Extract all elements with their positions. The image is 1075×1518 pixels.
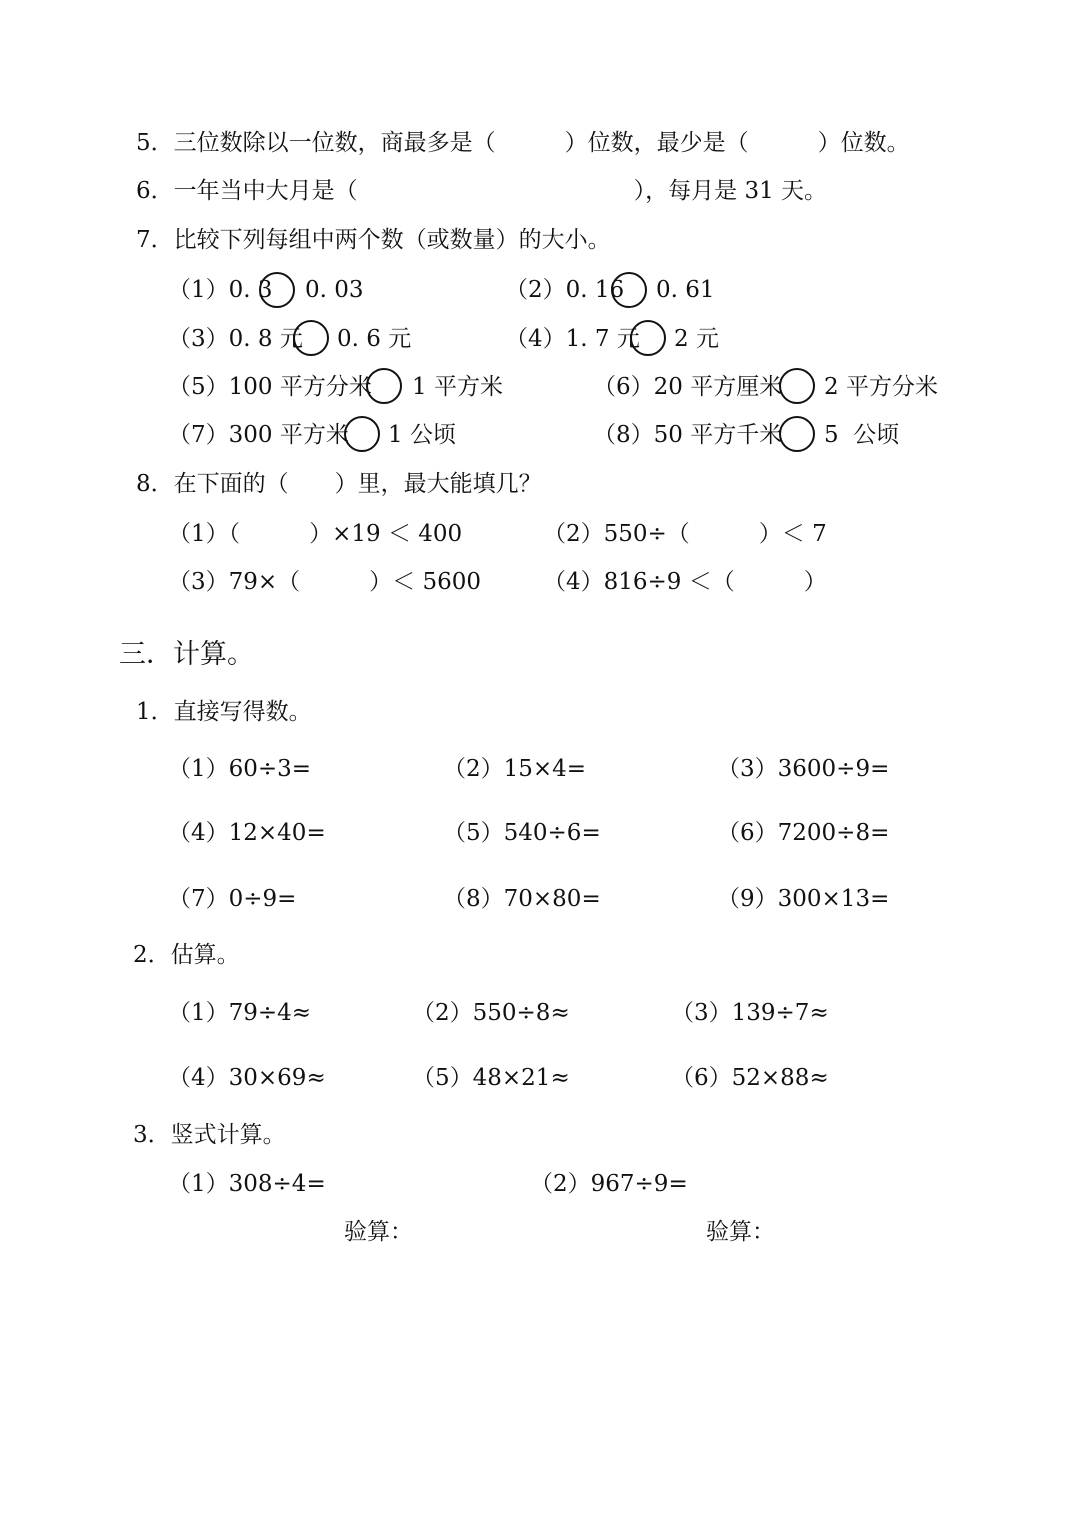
compare-circle-3[interactable] <box>293 320 329 356</box>
compare-4-left: （4）1. 7 元 <box>505 326 640 352</box>
direct-7: （7）0÷9= <box>168 886 297 912</box>
compare-circle-7[interactable] <box>344 416 380 452</box>
compare-6-left: （6）20 平方厘米 <box>593 374 783 400</box>
compare-circle-5[interactable] <box>366 368 402 404</box>
direct-3: （3）3600÷9= <box>717 756 890 782</box>
compare-5-left: （5）100 平方分米 <box>168 374 372 400</box>
fill-2: （2）550÷（ ）＜ 7 <box>543 521 827 547</box>
compare-1-right: 0. 03 <box>305 277 364 303</box>
compare-circle-2[interactable] <box>611 272 647 308</box>
compare-3-left: （3）0. 8 元 <box>168 326 303 352</box>
calc-2-heading: 2．估算。 <box>133 942 240 968</box>
compare-5-right: 1 平方米 <box>412 374 503 400</box>
question-5: 5．三位数除以一位数，商最多是（ ）位数，最少是（ ）位数。 <box>136 130 910 156</box>
question-8: 8．在下面的（ ）里，最大能填几？ <box>136 471 542 497</box>
direct-2: （2）15×4= <box>443 756 587 782</box>
estimate-3: （3）139÷7≈ <box>671 1000 829 1026</box>
direct-6: （6）7200÷8= <box>717 820 890 846</box>
compare-6-right: 2 平方分米 <box>824 374 938 400</box>
direct-1: （1）60÷3= <box>168 756 312 782</box>
vertical-2: （2）967÷9= <box>530 1171 688 1197</box>
direct-4: （4）12×40= <box>168 820 326 846</box>
check-label-1: 验算： <box>344 1219 413 1245</box>
question-7: 7．比较下列每组中两个数（或数量）的大小。 <box>136 227 611 253</box>
fill-4: （4）816÷9 ＜（ ） <box>543 569 827 595</box>
compare-8-right: 5 公顷 <box>824 422 900 448</box>
section-3-heading: 三．计算。 <box>119 639 254 670</box>
compare-8-left: （8）50 平方千米 <box>593 422 783 448</box>
calc-3-heading: 3．竖式计算。 <box>133 1122 286 1148</box>
estimate-5: （5）48×21≈ <box>412 1065 570 1091</box>
compare-circle-4[interactable] <box>630 320 666 356</box>
check-label-2: 验算： <box>706 1219 775 1245</box>
compare-7-left: （7）300 平方米 <box>168 422 349 448</box>
compare-2-right: 0. 61 <box>656 277 715 303</box>
estimate-2: （2）550÷8≈ <box>412 1000 570 1026</box>
compare-2-left: （2）0. 16 <box>505 277 625 303</box>
estimate-6: （6）52×88≈ <box>671 1065 829 1091</box>
direct-9: （9）300×13= <box>717 886 890 912</box>
estimate-1: （1）79÷4≈ <box>168 1000 312 1026</box>
calc-1-heading: 1．直接写得数。 <box>136 699 312 725</box>
compare-1-left: （1）0. 3 <box>168 277 273 303</box>
fill-3: （3）79×（ ）＜ 5600 <box>168 569 482 595</box>
compare-circle-1[interactable] <box>259 272 295 308</box>
compare-3-right: 0. 6 元 <box>337 326 412 352</box>
compare-7-right: 1 公顷 <box>388 422 456 448</box>
compare-4-right: 2 元 <box>674 326 719 352</box>
estimate-4: （4）30×69≈ <box>168 1065 326 1091</box>
compare-circle-6[interactable] <box>779 368 815 404</box>
compare-circle-8[interactable] <box>779 416 815 452</box>
fill-1: （1）（ ）×19 ＜ 400 <box>168 521 463 547</box>
vertical-1: （1）308÷4= <box>168 1171 326 1197</box>
question-6: 6．一年当中大月是（ ），每月是 31 天。 <box>136 178 828 204</box>
direct-5: （5）540÷6= <box>443 820 601 846</box>
direct-8: （8）70×80= <box>443 886 601 912</box>
